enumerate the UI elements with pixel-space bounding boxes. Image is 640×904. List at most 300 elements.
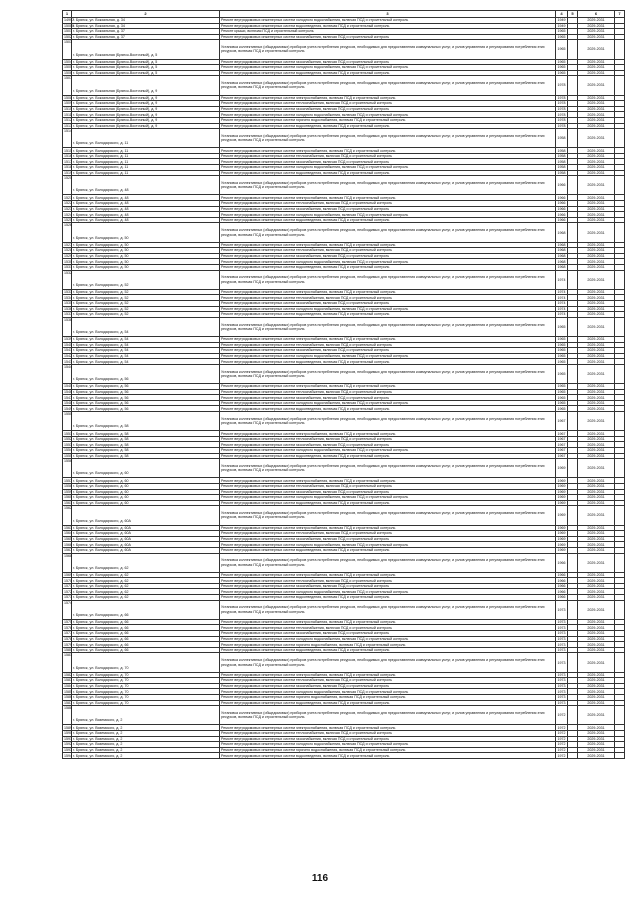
work-type-cell: Ремонт внутридомовых инженерных систем газоснабжения, включая ПСД и строительный контроль [220, 106, 556, 112]
address-cell: г. Брянск, ул. Володарского, д. 60 [72, 459, 220, 478]
work-type-cell: Ремонт внутридомовых инженерных систем водоотведения, включая ПСД и строительный контроль [220, 23, 556, 29]
address-cell: г. Брянск, ул. Вокзальная (Брянск-Восточный), д. 9 [72, 95, 220, 101]
row-number-cell: 1585 [64, 689, 72, 694]
col-7-cell [615, 553, 625, 572]
col-5-cell [568, 176, 578, 195]
work-type-cell: Ремонт внутридомовых инженерных систем газоснабжения, включая ПСД и строительный контроль [220, 583, 556, 589]
build-year-cell: 1949 [557, 23, 566, 28]
row-number-cell: 1505 [64, 65, 72, 70]
row-number-cell: 1519 [64, 170, 72, 175]
work-type-cell: Ремонт внутридомовых инженерных систем холодного водоснабжения, включая ПСД и строительный контроль [220, 742, 556, 748]
build-year-cell: 1969 [557, 478, 566, 483]
work-type-cell: Ремонт внутридомовых инженерных систем водоотведения, включая ПСД и строительный контроль [220, 647, 556, 653]
repair-period-cell: 2029-2031 [578, 506, 615, 525]
build-year-cell: 1969 [557, 548, 566, 553]
build-year-cell: 1973 [557, 631, 566, 636]
repair-period-cell: 2029-2031 [578, 459, 615, 478]
build-year-cell: 1973 [556, 600, 568, 619]
row-number-cell: 1516 [64, 154, 72, 159]
work-type-cell: Ремонт внутридомовых инженерных систем электроснабжения, включая ПСД и строительный контроль [220, 431, 556, 437]
address-cell: г. Брянск, ул. Володарского, д. 52 [72, 295, 220, 301]
work-type-cell: Ремонт внутридомовых инженерных систем газоснабжения, включая ПСД и строительный контроль [220, 159, 556, 165]
address-cell: г. Брянск, ул. Вокзальная, д. 37 [72, 34, 220, 40]
repair-period-cell: 2029-2031 [578, 706, 615, 725]
col-7-cell [615, 176, 625, 195]
row-number-cell: 1543 [64, 359, 72, 364]
col-5-cell [568, 270, 578, 289]
work-type-cell: Установка коллективных (общедомовых) приборов учета потребления ресурсов, необходимых для предоставления коммунальных услуг, и узлов управления и регулирования потребления этих ресурсов, включая ПСД и строительный контроль [220, 317, 556, 336]
repair-period-cell: 2029-2031 [578, 112, 615, 118]
work-type-cell: Ремонт внутридомовых инженерных систем водоотведения, включая ПСД и строительный контроль [220, 753, 556, 759]
col-7-cell [615, 40, 625, 59]
repair-period-cell: 2029-2031 [578, 619, 615, 625]
col-5-cell [568, 459, 578, 478]
work-type-cell: Установка коллективных (общедомовых) приборов учета потребления ресурсов, необходимых для предоставления коммунальных услуг, и узлов управления и регулирования потребления этих ресурсов, включая ПСД и строительный контроль [220, 270, 556, 289]
work-type-cell: Ремонт внутридомовых инженерных систем электроснабжения, включая ПСД и строительный контроль [220, 336, 556, 342]
col-5-cell [568, 129, 578, 148]
build-year-cell: 1978 [556, 76, 568, 95]
address-cell: г. Брянск, ул. Вокзальная, д. 37 [72, 29, 220, 35]
address-cell: г. Брянск, ул. Володарского, д. 48 [72, 176, 220, 195]
build-year-cell: 1967 [557, 437, 566, 442]
row-number-cell: 1580 [64, 648, 72, 653]
repair-period-cell: 2029-2031 [578, 65, 615, 71]
repair-period-cell: 2029-2031 [578, 678, 615, 684]
row-number-cell: 1525 [64, 218, 72, 223]
work-type-cell: Ремонт внутридомовых инженерных систем газоснабжения, включая ПСД и строительный контроль [220, 536, 556, 542]
col-7-cell [615, 753, 625, 759]
work-type-cell: Ремонт внутридомовых инженерных систем газоснабжения, включая ПСД и строительный контроль [220, 683, 556, 689]
repair-period-cell: 2029-2031 [578, 389, 615, 395]
work-type-cell: Ремонт внутридомовых инженерных систем водоотведения, включая ПСД и строительный контроль [220, 453, 556, 459]
address-cell: г. Брянск, ул. Володарского, д. 58 [72, 412, 220, 431]
work-type-cell: Ремонт внутридомовых инженерных систем электроснабжения, включая ПСД и строительный контроль [220, 525, 556, 531]
work-type-cell: Ремонт внутридомовых инженерных систем теплоснабжения, включая ПСД и строительный контроль [220, 248, 556, 254]
address-cell: г. Брянск, ул. Володарского, д. 62 [72, 589, 220, 595]
row-number-cell: 1571 [64, 584, 72, 589]
build-year-cell: 1972 [557, 731, 566, 736]
col-7-cell [615, 317, 625, 336]
address-cell: г. Брянск, ул. Володарского, д. 58 [72, 431, 220, 437]
build-year-cell: 1973 [557, 642, 566, 647]
work-type-cell: Ремонт внутридомовых инженерных систем холодного водоснабжения, включая ПСД и строительный контроль [220, 165, 556, 171]
address-cell: г. Брянск, ул. Володарского, д. 52 [72, 306, 220, 312]
col-5-cell [568, 412, 578, 431]
build-year-cell: 1966 [556, 553, 568, 572]
row-number-cell: 1581 [63, 653, 72, 672]
build-year-cell: 1973 [557, 625, 566, 630]
address-cell: г. Брянск, ул. Володарского, д. 50 [72, 223, 220, 242]
address-cell: г. Брянск, ул. Володарского, д. 62 [72, 578, 220, 584]
table-body [63, 18, 625, 759]
work-type-cell: Ремонт внутридомовых инженерных систем теплоснабжения, включая ПСД и строительный контроль [220, 531, 556, 537]
row-number-cell: 1531 [64, 265, 72, 270]
work-type-cell: Ремонт внутридомовых инженерных систем водоотведения, включая ПСД и строительный контроль [220, 500, 556, 506]
repair-period-cell: 2029-2031 [578, 747, 615, 753]
col-7-cell [615, 506, 625, 525]
row-number-cell: 1546 [64, 389, 72, 394]
repair-period-cell: 2029-2031 [578, 129, 615, 148]
repair-period-cell: 2029-2031 [578, 578, 615, 584]
build-year-cell: 1965 [557, 348, 566, 353]
repair-period-cell: 2029-2031 [578, 436, 615, 442]
build-year-cell: 1966 [557, 595, 566, 600]
row-number-cell: 1507 [63, 76, 72, 95]
build-year-cell: 1967 [557, 448, 566, 453]
address-cell: г. Брянск, ул. Володарского, д. 52 [72, 270, 220, 289]
repair-period-cell: 2029-2031 [578, 478, 615, 484]
repair-period-cell: 2029-2031 [578, 395, 615, 401]
row-number-cell: 1526 [63, 223, 72, 242]
repair-period-cell: 2029-2031 [578, 29, 615, 35]
repair-period-cell: 2029-2031 [578, 412, 615, 431]
table-row [63, 364, 625, 383]
repair-period-cell: 2029-2031 [578, 483, 615, 489]
address-cell: г. Брянск, ул. Володарского, д. 66 [72, 600, 220, 619]
build-year-cell: 1973 [557, 636, 566, 641]
build-year-cell: 1965 [557, 353, 566, 358]
build-year-cell: 1978 [557, 112, 566, 117]
build-year-cell: 1965 [557, 59, 566, 64]
table-row [63, 753, 625, 759]
repair-period-cell: 2029-2031 [578, 23, 615, 29]
address-cell: г. Брянск, ул. Вокзальная (Брянск-Восточный), д. 9 [72, 106, 220, 112]
build-year-cell: 1973 [557, 648, 566, 653]
repair-period-cell: 2029-2031 [578, 384, 615, 390]
address-cell: г. Брянск, ул. Володарского, д. 70 [72, 653, 220, 672]
repair-period-cell: 2029-2031 [578, 165, 615, 171]
build-year-cell: 1973 [557, 689, 566, 694]
build-year-cell: 1969 [556, 506, 568, 525]
address-cell: г. Брянск, ул. Володарского, д. 48 [72, 217, 220, 223]
address-cell: г. Брянск, ул. Володарского, д. 70 [72, 694, 220, 700]
col-7-cell [615, 412, 625, 431]
table-row [63, 176, 625, 195]
repair-period-cell: 2029-2031 [578, 694, 615, 700]
address-cell: г. Брянск, ул. Володарского, д. 66 [72, 647, 220, 653]
work-type-cell: Ремонт внутридомовых инженерных систем водоотведения, включая ПСД и строительный контроль [220, 264, 556, 270]
col-7-cell [615, 706, 625, 725]
address-cell: г. Брянск, ул. Вяземского, д. 2 [72, 753, 220, 759]
row-number-cell: 1542 [64, 353, 72, 358]
build-year-cell: 1965 [557, 29, 566, 34]
address-cell: г. Брянск, ул. Володарского, д. 60 [72, 495, 220, 501]
address-cell: г. Брянск, ул. Володарского, д. 50 [72, 264, 220, 270]
work-type-cell: Ремонт внутридомовых инженерных систем водоотведения, включая ПСД и строительный контроль [220, 547, 556, 553]
work-type-cell: Ремонт внутридомовых инженерных систем газоснабжения, включая ПСД и строительный контроль [220, 489, 556, 495]
row-number-cell: 1586 [64, 695, 72, 700]
row-number-cell: 1548 [64, 401, 72, 406]
build-year-cell: 1973 [557, 684, 566, 689]
table-row [63, 459, 625, 478]
build-year-cell: 1972 [557, 725, 566, 730]
repair-period-cell: 2029-2031 [578, 730, 615, 736]
repair-period-cell: 2029-2031 [578, 170, 615, 176]
work-type-cell: Установка коллективных (общедомовых) приборов учета потребления ресурсов, необходимых для предоставления коммунальных услуг, и узлов управления и регулирования потребления этих ресурсов, включая ПСД и строительный контроль [220, 459, 556, 478]
address-cell: г. Брянск, ул. Володарского, д. 48 [72, 201, 220, 207]
address-cell: г. Брянск, ул. Вяземского, д. 2 [72, 747, 220, 753]
address-cell: г. Брянск, ул. Володарского, д. 62 [72, 583, 220, 589]
row-number-cell: 1515 [64, 148, 72, 153]
build-year-cell: 1958 [557, 165, 566, 170]
repair-period-cell: 2029-2031 [578, 123, 615, 129]
work-type-cell: Установка коллективных (общедомовых) приборов учета потребления ресурсов, необходимых для предоставления коммунальных услуг, и узлов управления и регулирования потребления этих ресурсов, включая ПСД и строительный контроль [220, 223, 556, 242]
address-cell: г. Брянск, ул. Володарского, д. 50 [72, 242, 220, 248]
work-type-cell: Ремонт внутридомовых инженерных систем газоснабжения, включая ПСД и строительный контроль [220, 34, 556, 40]
address-cell: г. Брянск, ул. Вяземского, д. 2 [72, 742, 220, 748]
work-type-cell: Ремонт внутридомовых инженерных систем холодного водоснабжения, включая ПСД и строительный контроль [220, 636, 556, 642]
table-row [63, 506, 625, 525]
build-year-cell: 1966 [557, 578, 566, 583]
col-7-cell [615, 76, 625, 95]
row-number-cell: 1547 [64, 395, 72, 400]
build-year-cell: 1949 [557, 18, 566, 23]
row-number-cell: 1563 [64, 525, 72, 530]
work-type-cell: Ремонт внутридомовых инженерных систем электроснабжения, включая ПСД и строительный контроль [220, 148, 556, 154]
address-cell: г. Брянск, ул. Вокзальная (Брянск-Восточный), д. 9 [72, 123, 220, 129]
col-5-cell [568, 506, 578, 525]
row-number-cell: 1535 [64, 301, 72, 306]
table-row [63, 223, 625, 242]
work-type-cell: Ремонт внутридомовых инженерных систем холодного водоснабжения, включая ПСД и строительный контроль [220, 353, 556, 359]
build-year-cell: 1969 [557, 501, 566, 506]
address-cell: г. Брянск, ул. Володарского, д. 66 [72, 631, 220, 637]
row-number-cell: 1536 [64, 306, 72, 311]
col-7-cell [615, 223, 625, 242]
address-cell: г. Брянск, ул. Володарского, д. 11 [72, 165, 220, 171]
address-cell: г. Брянск, ул. Володарского, д. 70 [72, 672, 220, 678]
col-5-cell [568, 753, 578, 759]
repair-period-cell: 2029-2031 [578, 295, 615, 301]
row-number-cell: 1583 [64, 678, 72, 683]
row-number-cell: 1594 [64, 753, 72, 758]
repair-period-cell: 2029-2031 [578, 59, 615, 65]
build-year-cell: 1967 [557, 453, 566, 458]
column-header: 4 [556, 11, 568, 18]
address-cell: г. Брянск, ул. Володарского, д. 66 [72, 642, 220, 648]
address-cell: г. Брянск, ул. Володарского, д. 54 [72, 348, 220, 354]
row-number-cell: 1528 [64, 248, 72, 253]
row-number-cell: 1509 [64, 101, 72, 106]
table-header-row [63, 11, 625, 18]
repair-period-cell: 2029-2031 [578, 153, 615, 159]
repair-period-cell: 2029-2031 [578, 336, 615, 342]
repair-period-cell: 2029-2031 [578, 547, 615, 553]
row-number-cell: 1513 [64, 123, 72, 128]
address-cell: г. Брянск, ул. Володарского, д. 66 [72, 625, 220, 631]
col-7-cell [615, 364, 625, 383]
build-year-cell: 1969 [556, 459, 568, 478]
row-number-cell: 1550 [63, 412, 72, 431]
work-type-cell: Ремонт внутридомовых инженерных систем водоотведения, включая ПСД и строительный контроль [220, 123, 556, 129]
build-year-cell: 1972 [557, 753, 566, 758]
address-cell: г. Брянск, ул. Володарского, д. 56 [72, 395, 220, 401]
address-cell: г. Брянск, ул. Володарского, д. 62 [72, 595, 220, 601]
row-number-cell: 1537 [64, 312, 72, 317]
work-type-cell: Установка коллективных (общедомовых) приборов учета потребления ресурсов, необходимых для предоставления коммунальных услуг, и узлов управления и регулирования потребления этих ресурсов, включая ПСД и строительный контроль [220, 600, 556, 619]
build-year-cell: 1965 [556, 317, 568, 336]
work-type-cell: Ремонт внутридомовых инженерных систем холодного водоснабжения, включая ПСД и строительный контроль [220, 689, 556, 695]
row-number-cell: 1568 [63, 553, 72, 572]
build-year-cell: 1967 [557, 442, 566, 447]
repair-period-cell: 2029-2031 [578, 589, 615, 595]
row-number-cell: 1577 [64, 631, 72, 636]
page-number: 116 [311, 873, 329, 884]
repair-period-cell: 2029-2031 [578, 359, 615, 365]
repair-period-cell: 2029-2031 [578, 342, 615, 348]
build-year-cell: 1974 [557, 301, 566, 306]
table-row [63, 600, 625, 619]
build-year-cell: 1972 [557, 742, 566, 747]
work-type-cell: Установка коллективных (общедомовых) приборов учета потребления ресурсов, необходимых для предоставления коммунальных услуг, и узлов управления и регулирования потребления этих ресурсов, включая ПСД и строительный контроль [220, 412, 556, 431]
row-number-cell: 1521 [64, 195, 72, 200]
build-year-cell: 1973 [557, 620, 566, 625]
build-year-cell: 1965 [557, 406, 566, 411]
build-year-cell: 1958 [557, 154, 566, 159]
repair-period-cell: 2029-2031 [578, 253, 615, 259]
work-type-cell: Ремонт внутридомовых инженерных систем теплоснабжения, включая ПСД и строительный контроль [220, 295, 556, 301]
address-cell: г. Брянск, ул. Володарского, д. 60А [72, 506, 220, 525]
row-number-cell: 1579 [64, 642, 72, 647]
address-cell: г. Брянск, ул. Володарского, д. 50 [72, 248, 220, 254]
build-year-cell: 1973 [557, 678, 566, 683]
row-number-cell: 15000 [64, 23, 74, 28]
build-year-cell: 1974 [556, 270, 568, 289]
work-type-cell: Ремонт внутридомовых инженерных систем горячего водоснабжения, включая ПСД и строительный контроль [220, 642, 556, 648]
work-type-cell: Ремонт внутридомовых инженерных систем водоотведения, включая ПСД и строительный контроль [220, 406, 556, 412]
table-row [63, 412, 625, 431]
repair-period-cell: 2029-2031 [578, 489, 615, 495]
build-year-cell: 1966 [557, 584, 566, 589]
address-cell: г. Брянск, ул. Володарского, д. 48 [72, 212, 220, 218]
build-year-cell: 1968 [557, 242, 566, 247]
address-cell: г. Брянск, ул. Володарского, д. 62 [72, 572, 220, 578]
build-year-cell: 1972 [557, 748, 566, 753]
build-year-cell: 1978 [557, 123, 566, 128]
repair-period-cell: 2029-2031 [578, 242, 615, 248]
build-year-cell: 1973 [556, 653, 568, 672]
build-year-cell: 1969 [557, 489, 566, 494]
work-type-cell: Ремонт внутридомовых инженерных систем водоотведения, включая ПСД и строительный контроль [220, 217, 556, 223]
row-number-cell: 1502 [64, 35, 72, 40]
work-type-cell: Ремонт внутридомовых инженерных систем электроснабжения, включая ПСД и строительный контроль [220, 384, 556, 390]
build-year-cell: 1958 [556, 129, 568, 148]
row-number-cell: 1569 [64, 572, 72, 577]
row-number-cell: 1545 [64, 384, 72, 389]
repair-period-cell: 2029-2031 [578, 18, 615, 24]
build-year-cell: 1965 [557, 35, 566, 40]
address-cell: г. Брянск, ул. Вяземского, д. 2 [72, 736, 220, 742]
row-number-cell: 1518 [64, 165, 72, 170]
row-number-cell: 1530 [64, 259, 72, 264]
col-5-cell [568, 223, 578, 242]
repair-period-cell: 2029-2031 [578, 217, 615, 223]
build-year-cell: 1967 [557, 431, 566, 436]
row-number-cell: 1538 [63, 317, 72, 336]
address-cell: г. Брянск, ул. Вокзальная (Брянск-Восточный), д. 9 [72, 112, 220, 118]
address-cell: г. Брянск, ул. Володарского, д. 54 [72, 342, 220, 348]
repair-period-cell: 2029-2031 [578, 70, 615, 76]
work-type-cell: Ремонт внутридомовых инженерных систем горячего водоснабжения, включая ПСД и строительный контроль [220, 747, 556, 753]
repair-period-cell: 2029-2031 [578, 270, 615, 289]
address-cell: г. Брянск, ул. Володарского, д. 56 [72, 364, 220, 383]
address-cell: г. Брянск, ул. Володарского, д. 58 [72, 453, 220, 459]
repair-period-cell: 2029-2031 [578, 500, 615, 506]
col-5-cell [568, 317, 578, 336]
work-type-cell: Ремонт внутридомовых инженерных систем газоснабжения, включая ПСД и строительный контроль [220, 300, 556, 306]
repair-period-cell: 2029-2031 [578, 106, 615, 112]
repair-period-cell: 2029-2031 [578, 348, 615, 354]
row-number-cell: 1555 [64, 453, 72, 458]
address-cell: г. Брянск, ул. Володарского, д. 56 [72, 384, 220, 390]
work-type-cell: Ремонт внутридомовых инженерных систем водоотведения, включая ПСД и строительный контроль [220, 595, 556, 601]
address-cell: г. Брянск, ул. Володарского, д. 60А [72, 525, 220, 531]
repair-period-cell: 2029-2031 [578, 300, 615, 306]
build-year-cell: 1973 [557, 695, 566, 700]
repair-period-cell: 2029-2031 [578, 176, 615, 195]
repair-period-cell: 2029-2031 [578, 195, 615, 201]
build-year-cell: 1969 [557, 484, 566, 489]
row-number-cell: 1589 [64, 725, 72, 730]
work-type-cell: Ремонт внутридомовых инженерных систем электроснабжения, включая ПСД и строительный контроль [220, 242, 556, 248]
address-cell: г. Брянск, ул. Володарского, д. 56 [72, 400, 220, 406]
build-year-cell: 1973 [557, 700, 566, 705]
row-number-cell: 1557 [64, 478, 72, 483]
column-header: 3 [220, 11, 556, 18]
work-type-cell: Ремонт внутридомовых инженерных систем электроснабжения, включая ПСД и строительный контроль [220, 95, 556, 101]
build-year-cell: 1965 [556, 40, 568, 59]
build-year-cell: 1973 [557, 672, 566, 677]
address-cell: г. Брянск, ул. Володарского, д. 56 [72, 406, 220, 412]
work-type-cell: Ремонт внутридомовых инженерных систем холодного водоснабжения, включая ПСД и строительный контроль [220, 65, 556, 71]
repair-period-cell: 2029-2031 [578, 642, 615, 648]
work-type-cell: Ремонт внутридомовых инженерных систем горячего водоснабжения, включая ПСД и строительный контроль [220, 117, 556, 123]
build-year-cell: 1958 [557, 159, 566, 164]
address-cell: г. Брянск, ул. Володарского, д. 11 [72, 159, 220, 165]
work-type-cell: Ремонт внутридомовых инженерных систем газоснабжения, включая ПСД и строительный контроль [220, 736, 556, 742]
work-type-cell: Ремонт внутридомовых инженерных систем теплоснабжения, включая ПСД и строительный контроль [220, 730, 556, 736]
address-cell: г. Брянск, ул. Володарского, д. 62 [72, 553, 220, 572]
row-number-cell: 1551 [64, 431, 72, 436]
address-cell: г. Брянск, ул. Володарского, д. 60 [72, 478, 220, 484]
build-year-cell: 1969 [557, 531, 566, 536]
col-5-cell [568, 364, 578, 383]
build-year-cell: 1969 [557, 525, 566, 530]
build-year-cell: 1974 [557, 312, 566, 317]
address-cell: г. Брянск, ул. Володарского, д. 54 [72, 336, 220, 342]
work-type-cell: Ремонт внутридомовых инженерных систем газоснабжения, включая ПСД и строительный контроль [220, 348, 556, 354]
repair-period-cell: 2029-2031 [578, 76, 615, 95]
build-year-cell: 1966 [557, 572, 566, 577]
address-cell: г. Брянск, ул. Володарского, д. 11 [72, 148, 220, 154]
row-number-cell: 1587 [64, 700, 72, 705]
address-cell: г. Брянск, ул. Вокзальная (Брянск-Восточный), д. 9 [72, 117, 220, 123]
row-number-cell: 1524 [64, 212, 72, 217]
repair-period-cell: 2029-2031 [578, 700, 615, 706]
col-5-cell [568, 76, 578, 95]
work-type-cell: Ремонт внутридомовых инженерных систем газоснабжения, включая ПСД и строительный контроль [220, 442, 556, 448]
repair-period-cell: 2029-2031 [578, 353, 615, 359]
repair-period-cell: 2029-2031 [578, 201, 615, 207]
repair-period-cell: 2029-2031 [578, 683, 615, 689]
row-number-cell: 1558 [64, 484, 72, 489]
repair-period-cell: 2029-2031 [578, 223, 615, 242]
row-number-cell: 1559 [64, 489, 72, 494]
build-year-cell: 1974 [557, 306, 566, 311]
column-header: 6 [578, 11, 615, 18]
build-year-cell: 1965 [556, 364, 568, 383]
build-year-cell: 1965 [557, 384, 566, 389]
